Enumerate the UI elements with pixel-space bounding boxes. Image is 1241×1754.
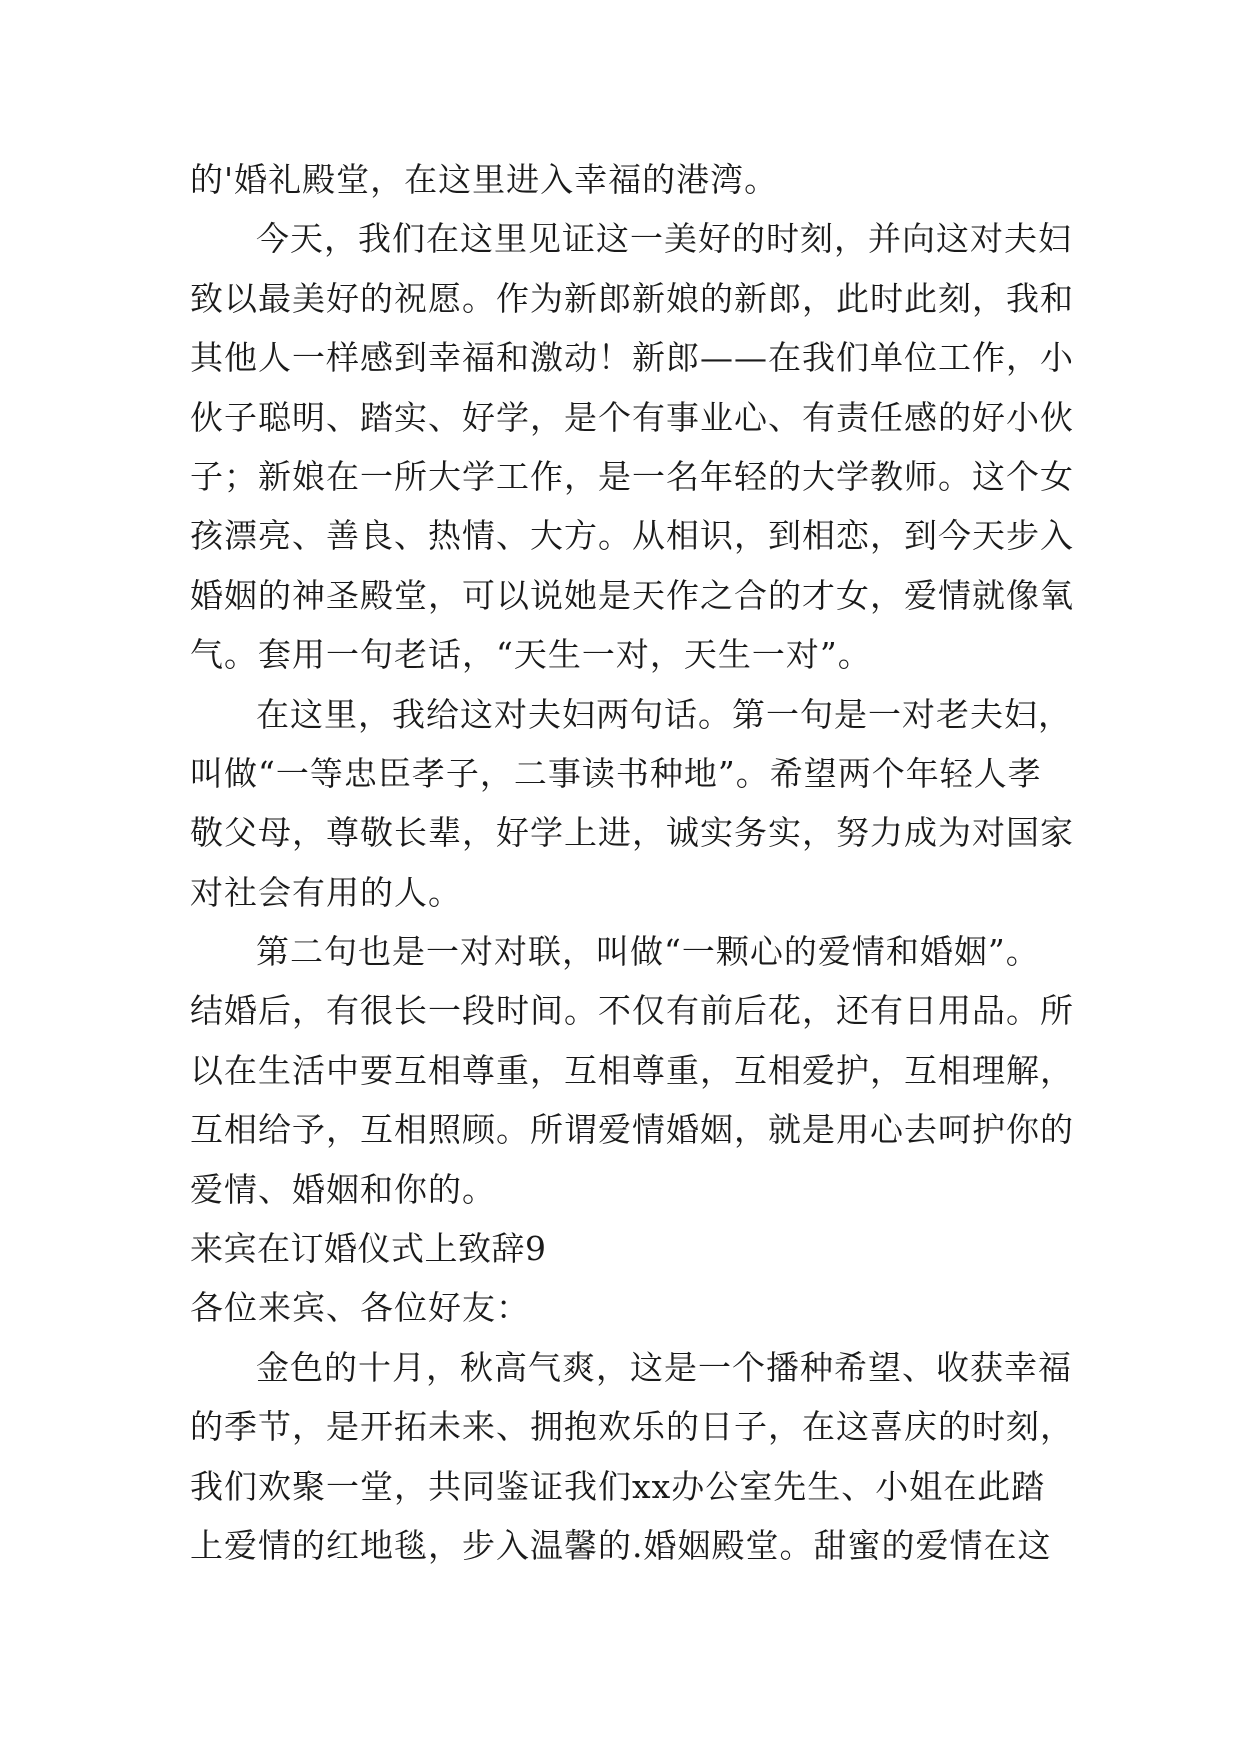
text-line: 互相给予，互相照顾。所谓爱情婚姻，就是用心去呵护你的	[190, 1110, 1074, 1150]
text-line: 对社会有用的人。	[190, 872, 462, 912]
text-line: 敬父母，尊敬长辈，好学上进，诚实务实，努力成为对国家	[190, 813, 1074, 853]
text-line: 叫做“一等忠臣孝子，二事读书种地”。希望两个年轻人孝	[190, 753, 1042, 793]
paragraph-start-line: 金色的十月，秋高气爽，这是一个播种希望、收获幸福	[256, 1347, 1072, 1387]
paragraph-start-line: 在这里，我给这对夫妇两句话。第一句是一对老夫妇，	[256, 694, 1072, 734]
paragraph-start-line: 今天，我们在这里见证这一美好的时刻，并向这对夫妇	[256, 219, 1072, 259]
text-line: 子；新娘在一所大学工作，是一名年轻的大学教师。这个女	[190, 456, 1074, 496]
text-line: 伙子聪明、踏实、好学，是个有事业心、有责任感的好小伙	[190, 397, 1074, 437]
section-heading: 来宾在订婚仪式上致辞9	[190, 1229, 547, 1269]
salutation-line: 各位来宾、各位好友：	[190, 1288, 530, 1328]
text-line: 孩漂亮、善良、热情、大方。从相识，到相恋，到今天步入	[190, 516, 1074, 556]
text-line: 婚姻的神圣殿堂，可以说她是天作之合的才女，爱情就像氧	[190, 575, 1074, 615]
paragraph-start-line: 第二句也是一对对联，叫做“一颗心的爱情和婚姻”。	[256, 932, 1040, 972]
text-line: 上爱情的红地毯，步入温馨的.婚姻殿堂。甜蜜的爱情在这	[190, 1525, 1052, 1565]
document-body	[190, 150, 1074, 1575]
text-line: 结婚后，有很长一段时间。不仅有前后花，还有日用品。所	[190, 991, 1074, 1031]
text-line: 其他人一样感到幸福和激动！新郎——在我们单位工作，小	[190, 338, 1074, 378]
text-line: 我们欢聚一堂，共同鉴证我们xx办公室先生、小姐在此踏	[190, 1466, 1046, 1506]
text-line: 的'婚礼殿堂，在这里进入幸福的港湾。	[190, 160, 779, 199]
text-line: 的季节，是开拓未来、拥抱欢乐的日子，在这喜庆的时刻，	[190, 1407, 1074, 1447]
text-line: 气。套用一句老话，“天生一对，天生一对”。	[190, 635, 872, 675]
text-line: 以在生活中要互相尊重，互相尊重，互相爱护，互相理解，	[190, 1050, 1074, 1090]
text-line: 致以最美好的祝愿。作为新郎新娘的新郎，此时此刻，我和	[190, 278, 1074, 318]
text-line: 爱情、婚姻和你的。	[190, 1169, 496, 1209]
